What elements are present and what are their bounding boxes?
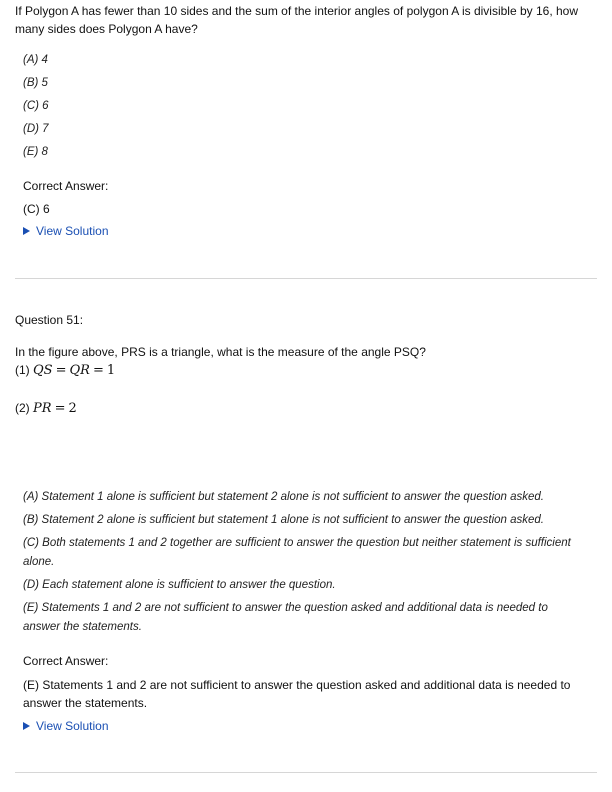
q51-option-b: (B) Statement 2 alone is sufficient but statement 1 alone is not sufficient to answer the question asked. [23,514,544,526]
q50-view-solution-link[interactable] [23,222,109,240]
q50-question-line2: many sides does Polygon A have? [15,22,198,36]
q50-view-solution-label: View Solution [36,224,109,238]
q51-view-solution-link[interactable] [23,717,109,735]
math-eq: = [92,363,104,378]
q50-correct-answer-label: Correct Answer: [23,179,109,193]
math-eq: = [55,363,67,378]
math-var-pr: PR [33,401,52,416]
math-var-qr: QR [69,363,90,378]
math-num: 2 [68,401,77,416]
q50-question-line1: If Polygon A has fewer than 10 sides and the sum of the interior angles of polygon A is divisible by 16, how [15,4,579,18]
q51-statement-2-math [33,401,77,416]
q51-option-e-line1: (E) Statements 1 and 2 are not sufficient to answer the question asked and additional data is needed to [23,602,548,614]
q51-option-a: (A) Statement 1 alone is sufficient but statement 2 alone is not sufficient to answer the question asked. [23,491,544,503]
q51-statement-2-prefix: (2) [15,401,30,415]
q51-view-solution-label: View Solution [36,719,109,733]
triangle-right-icon [23,227,30,235]
q51-statement-1 [15,361,115,380]
q51-correct-answer-label: Correct Answer: [23,654,109,668]
q50-option-e: (E) 8 [23,146,48,158]
q51-option-e-line2: answer the statements. [23,621,142,633]
math-var-qs: QS [33,363,53,378]
q51-correct-answer-line1: (E) Statements 1 and 2 are not sufficient to answer the question asked and additional data is needed to [23,678,571,692]
divider [15,772,597,773]
q51-statement-1-math [33,363,115,378]
triangle-right-icon [23,722,30,730]
q51-correct-answer-line2: answer the statements. [23,696,148,710]
q51-statement-1-prefix: (1) [15,363,30,377]
q51-option-c-line2: alone. [23,556,55,568]
math-num: 1 [106,363,116,378]
divider [15,278,597,279]
q51-question: In the figure above, PRS is a triangle, what is the measure of the angle PSQ? [15,345,426,359]
q50-option-b: (B) 5 [23,77,48,89]
q51-option-c-line1: (C) Both statements 1 and 2 together are sufficient to answer the question but neither statement is sufficient [23,537,571,549]
q51-option-d: (D) Each statement alone is sufficient to answer the question. [23,579,336,591]
q50-option-c: (C) 6 [23,100,49,112]
q51-heading: Question 51: [15,313,84,327]
q50-option-a: (A) 4 [23,54,48,66]
q50-correct-answer-value: (C) 6 [23,202,50,216]
q50-option-d: (D) 7 [23,123,49,135]
math-eq: = [54,401,66,416]
q51-statement-2 [15,399,77,418]
